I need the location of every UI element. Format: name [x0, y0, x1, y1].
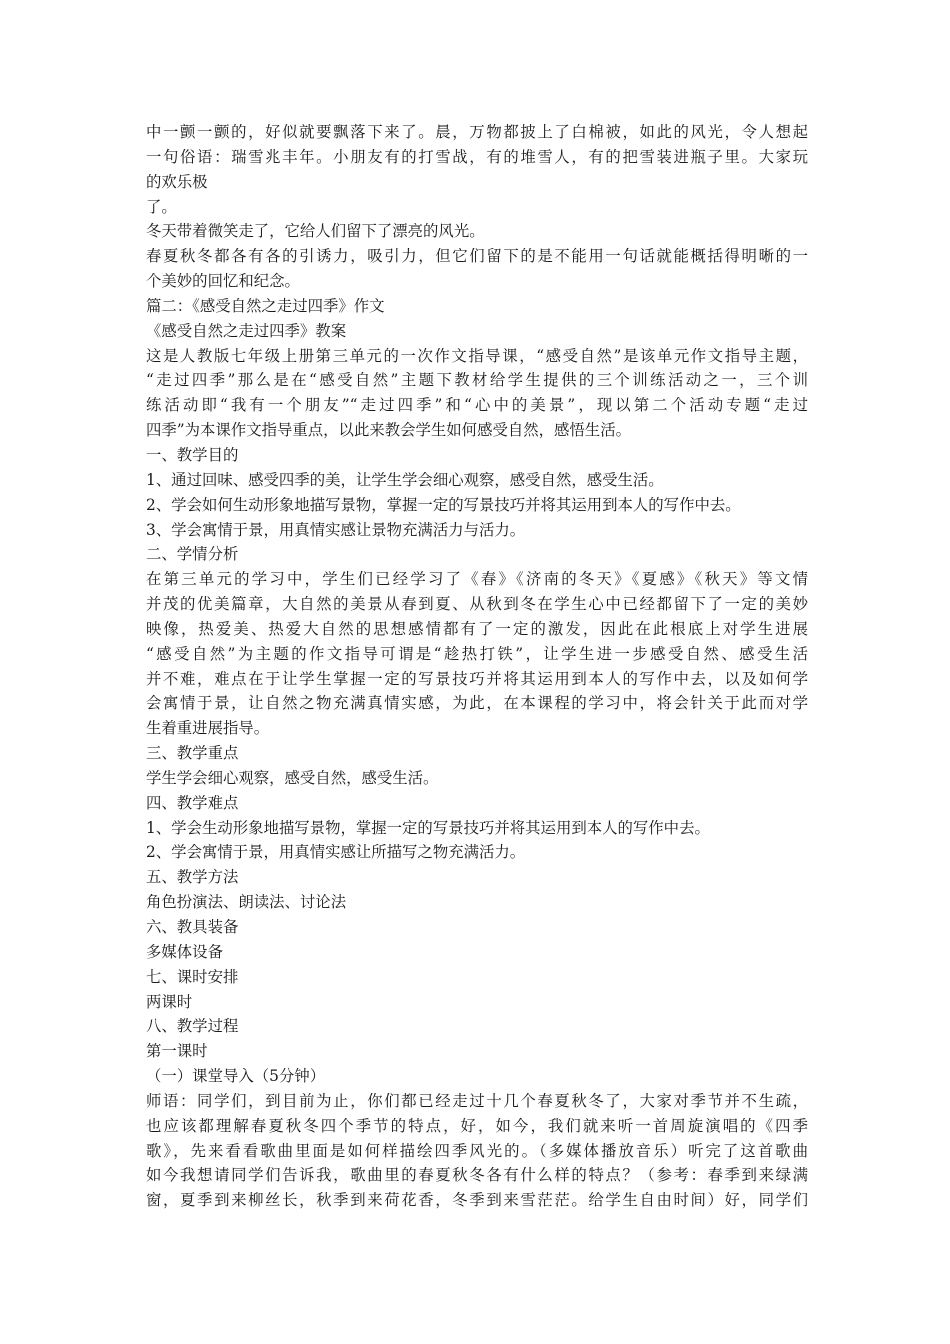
text-line: 八、教学过程: [146, 1017, 239, 1036]
text-line: 会寓情于景，让自然之物充满真情实感，为此，在本课程的学习中，将会针关于此而对学: [146, 694, 808, 713]
text-line: 五、教学方法: [146, 868, 239, 887]
text-line: 如今我想请同学们告诉我，歌曲里的春夏秋冬各有什么样的特点？（参考：春季到来绿满: [146, 1166, 808, 1185]
text-line: “感受自然”为主题的作文指导可谓是“趁热打铁”，让学生进一步感受自然、感受生活: [146, 644, 808, 663]
text-line: 六、教具装备: [146, 918, 239, 936]
text-line: 在第三单元的学习中，学生们已经学习了《春》《济南的冬天》《夏感》《秋天》等文情: [146, 570, 808, 589]
document-page: [146, 120, 808, 1213]
text-line: 并茂的优美篇章，大自然的美景从春到夏、从秋到冬在学生心中已经都留下了一定的美妙: [146, 595, 808, 614]
text-line: 2、学会寓情于景，用真情实感让所描写之物充满活力。: [146, 843, 526, 862]
text-line: 《感受自然之走过四季》教案: [146, 321, 347, 340]
text-line: 2、学会如何生动形象地描写景物，掌握一定的写景技巧并将其运用到本人的写作中去。: [146, 495, 741, 514]
text-line: 这是人教版七年级上册第三单元的一次作文指导课，“感受自然”是该单元作文指导主题，: [146, 346, 808, 365]
text-line: 映像，热爱美、热爱大自然的思想感情都有了一定的激发，因此在此根底上对学生进展: [146, 619, 808, 638]
text-line: 二、学情分析: [146, 545, 239, 564]
text-line: 一、教学目的: [146, 445, 239, 464]
text-line: 窗，夏季到来柳丝长，秋季到来荷花香，冬季到来雪茫茫。给学生自由时间）好，同学们: [146, 1191, 808, 1210]
text-line: 第一课时: [146, 1042, 208, 1061]
text-line: 练活动即“我有一个朋友”“走过四季”和“心中的美景”，现以第二个活动专题“走过: [146, 396, 808, 415]
text-line: 的欢乐极: [146, 172, 208, 191]
text-line: 中一颤一颤的，好似就要飘落下来了。晨，万物都披上了白棉被，如此的风光，令人想起: [146, 123, 808, 141]
text-line: （一）课堂导入（5分钟）: [146, 1067, 326, 1086]
text-line: 并不难，难点在于让学生掌握一定的写景技巧并将其运用到本人的写作中去，以及如何学: [146, 669, 808, 688]
text-line: 四、教学难点: [146, 793, 239, 812]
text-line: 师语：同学们，到目前为止，你们都已经走过十几个春夏秋冬了，大家对季节并不生疏，: [146, 1091, 808, 1110]
text-line: 三、教学重点: [146, 744, 239, 763]
text-line: 篇二：《感受自然之走过四季》作文: [146, 296, 385, 315]
text-line: 1、学会生动形象地描写景物，掌握一定的写景技巧并将其运用到本人的写作中去。: [146, 818, 710, 837]
text-line: 了。: [146, 197, 177, 216]
text-line: 两课时: [146, 992, 193, 1011]
text-line: 1、通过回味、感受四季的美，让学生学会细心观察，感受自然，感受生活。: [146, 470, 664, 489]
text-line: “走过四季”那么是在“感受自然”主题下教材给学生提供的三个训练活动之一，三个训: [146, 371, 808, 390]
text-line: 四季”为本课作文指导重点，以此来教会学生如何感受自然，感悟生活。: [146, 421, 631, 440]
text-line: 个美妙的回忆和纪念。: [146, 272, 300, 291]
text-line: 角色扮演法、朗读法、讨论法: [146, 893, 347, 912]
text-line: 也应该都理解春夏秋冬四个季节的特点，好，如今，我们就来听一首周旋演唱的《四季: [146, 1116, 808, 1135]
text-line: 七、课时安排: [146, 967, 239, 986]
text-line: 冬天带着微笑走了，它给人们留下了漂亮的风光。: [146, 222, 485, 241]
text-line: 多媒体设备: [146, 942, 223, 961]
text-line: 3、学会寓情于景，用真情实感让景物充满活力与活力。: [146, 520, 526, 539]
text-line: 春夏秋冬都各有各的引诱力，吸引力，但它们留下的是不能用一句话就能概括得明晰的一: [146, 247, 808, 266]
text-line: 歌》，先来看看歌曲里面是如何样描绘四季风光的。（多媒体播放音乐）听完了这首歌曲: [146, 1141, 808, 1160]
text-line: 一句俗语：瑞雪兆丰年。小朋友有的打雪战，有的堆雪人，有的把雪装进瓶子里。大家玩: [146, 147, 808, 166]
text-line: 学生学会细心观察，感受自然，感受生活。: [146, 768, 439, 787]
text-line: 生着重进展指导。: [146, 719, 270, 738]
